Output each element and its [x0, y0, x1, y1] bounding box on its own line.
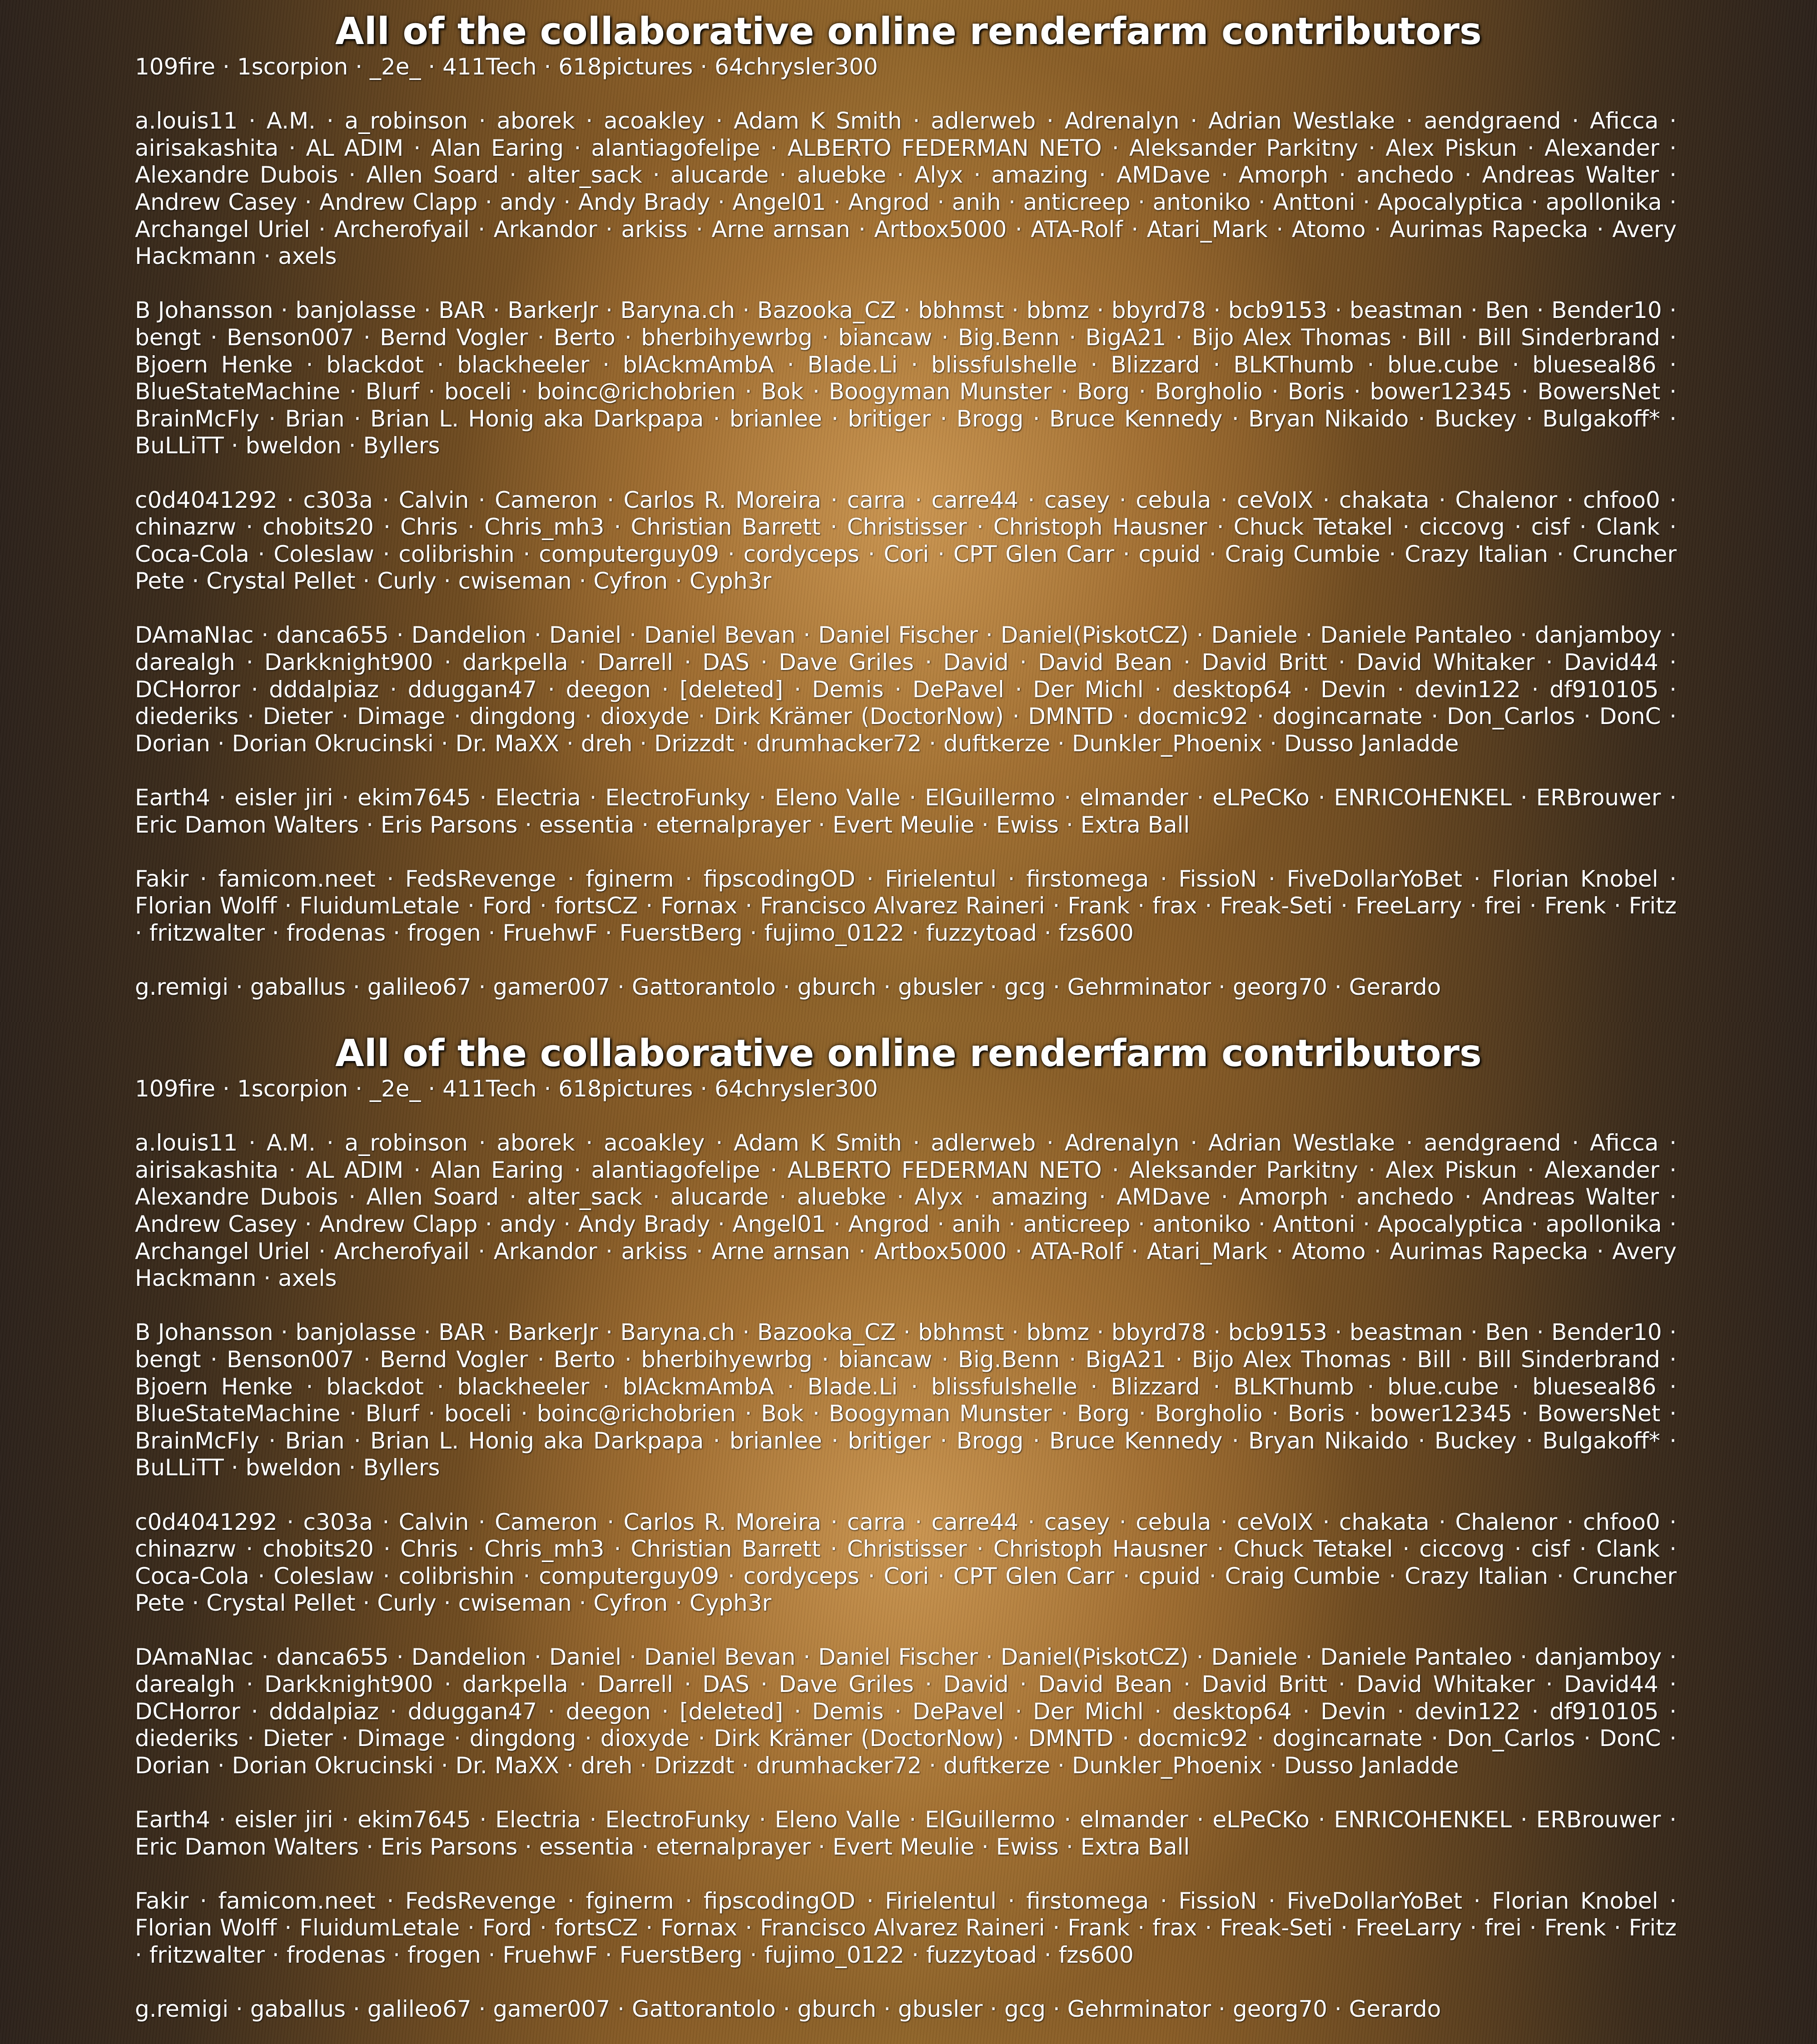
page-title: All of the collaborative online renderfarm contributors	[0, 8, 1817, 55]
contributor-group-g: g.remigi · gaballus · galileo67 · gamer007 · Gattorantolo · gburch · gbusler · gcg · Gehrminator · georg70 · Gerardo	[135, 1996, 1677, 2023]
contributor-group-f: Fakir · famicom.neet · FedsRevenge · fginerm · fipscodingOD · Firielentul · firstomega · FissioN · FiveDollarYoBet · Florian Knobel · Florian Wolff · FluidumLetale · Ford · fortsCZ · Fornax · Francisco Alvarez Raineri · Frank · frax · Freak-Seti · FreeLarry · frei · Frenk · Fritz · fritzwalter · frodenas · frogen · FruehwF · FuerstBerg · fujimo_0122 · fuzzytoad · fzs600	[135, 1888, 1677, 1969]
contributor-group-d: DAmaNIac · danca655 · Dandelion · Daniel · Daniel Bevan · Daniel Fischer · Daniel(PiskotCZ) · Daniele · Daniele Pantaleo · danjamboy · darealgh · Darkknight900 · darkpella · Darrell · DAS · Dave Griles · David · David Bean · David Britt · David Whitaker · David44 · DCHorror · dddalpiaz · dduggan47 · deegon · [deleted] · Demis · DePavel · Der Michl · desktop64 · Devin · devin122 · df910105 · diederiks · Dieter · Dimage · dingdong · dioxyde · Dirk Krämer (DoctorNow) · DMNTD · docmic92 · dogincarnate · Don_Carlos · DonC · Dorian · Dorian Okrucinski · Dr. MaXX · dreh · Drizzdt · drumhacker72 · duftkerze · Dunkler_Phoenix · Dusso Janladde	[135, 622, 1677, 757]
contributor-group-d: DAmaNIac · danca655 · Dandelion · Daniel · Daniel Bevan · Daniel Fischer · Daniel(PiskotCZ) · Daniele · Daniele Pantaleo · danjamboy · darealgh · Darkknight900 · darkpella · Darrell · DAS · Dave Griles · David · David Bean · David Britt · David Whitaker · David44 · DCHorror · dddalpiaz · dduggan47 · deegon · [deleted] · Demis · DePavel · Der Michl · desktop64 · Devin · devin122 · df910105 · diederiks · Dieter · Dimage · dingdong · dioxyde · Dirk Krämer (DoctorNow) · DMNTD · docmic92 · dogincarnate · Don_Carlos · DonC · Dorian · Dorian Okrucinski · Dr. MaXX · dreh · Drizzdt · drumhacker72 · duftkerze · Dunkler_Phoenix · Dusso Janladde	[135, 1644, 1677, 1779]
contributor-group-g: g.remigi · gaballus · galileo67 · gamer007 · Gattorantolo · gburch · gbusler · gcg · Gehrminator · georg70 · Gerardo	[135, 974, 1677, 1001]
contributor-group-c: c0d4041292 · c303a · Calvin · Cameron · Carlos R. Moreira · carra · carre44 · casey · cebula · ceVoIX · chakata · Chalenor · chfoo0 · chinazrw · chobits20 · Chris · Chris_mh3 · Christian Barrett · Christisser · Christoph Hausner · Chuck Tetakel · ciccovg · cisf · Clank · Coca-Cola · Coleslaw · colibrishin · computerguy09 · cordyceps · Cori · CPT Glen Carr · cpuid · Craig Cumbie · Crazy Italian · Cruncher Pete · Crystal Pellet · Curly · cwiseman · Cyfron · Cyph3r	[135, 1509, 1677, 1617]
contributor-group-e: Earth4 · eisler jiri · ekim7645 · Electria · ElectroFunky · Eleno Valle · ElGuillermo · elmander · eLPeCKo · ENRICOHENKEL · ERBrouwer · Eric Damon Walters · Eris Parsons · essentia · eternalprayer · Evert Meulie · Ewiss · Extra Ball	[135, 784, 1677, 838]
contributor-group-b: B Johansson · banjolasse · BAR · BarkerJr · Baryna.ch · Bazooka_CZ · bbhmst · bbmz · bbyrd78 · bcb9153 · beastman · Ben · Bender10 · bengt · Benson007 · Bernd Vogler · Berto · bherbihyewrbg · biancaw · Big.Benn · BigA21 · Bijo Alex Thomas · Bill · Bill Sinderbrand · Bjoern Henke · blackdot · blackheeler · blAckmAmbA · Blade.Li · blissfulshelle · Blizzard · BLKThumb · blue.cube · blueseal86 · BlueStateMachine · Blurf · boceli · boinc@richobrien · Bok · Boogyman Munster · Borg · Borgholio · Boris · bower12345 · BowersNet · BrainMcFly · Brian · Brian L. Honig aka Darkpapa · brianlee · britiger · Brogg · Bruce Kennedy · Bryan Nikaido · Buckey · Bulgakoff* · BuLLiTT · bweldon · Byllers	[135, 297, 1677, 460]
contributor-group-numeric: 109fire · 1scorpion · _2e_ · 411Tech · 618pictures · 64chrysler300	[135, 1076, 1677, 1103]
contributor-group-e: Earth4 · eisler jiri · ekim7645 · Electria · ElectroFunky · Eleno Valle · ElGuillermo · elmander · eLPeCKo · ENRICOHENKEL · ERBrouwer · Eric Damon Walters · Eris Parsons · essentia · eternalprayer · Evert Meulie · Ewiss · Extra Ball	[135, 1806, 1677, 1860]
contributor-group-a: a.louis11 · A.M. · a_robinson · aborek · acoakley · Adam K Smith · adlerweb · Adrenalyn · Adrian Westlake · aendgraend · Aficca · airisakashita · AL ADIM · Alan Earing · alantiagofelipe · ALBERTO FEDERMAN NETO · Aleksander Parkitny · Alex Piskun · Alexander · Alexandre Dubois · Allen Soard · alter_sack · alucarde · aluebke · Alyx · amazing · AMDave · Amorph · anchedo · Andreas Walter · Andrew Casey · Andrew Clapp · andy · Andy Brady · Angel01 · Angrod · anih · anticreep · antoniko · Anttoni · Apocalyptica · apollonika · Archangel Uriel · Archerofyail · Arkandor · arkiss · Arne arnsan · Artbox5000 · ATA-Rolf · Atari_Mark · Atomo · Aurimas Rapecka · Avery Hackmann · axels	[135, 1130, 1677, 1292]
contributor-group-a: a.louis11 · A.M. · a_robinson · aborek · acoakley · Adam K Smith · adlerweb · Adrenalyn · Adrian Westlake · aendgraend · Aficca · airisakashita · AL ADIM · Alan Earing · alantiagofelipe · ALBERTO FEDERMAN NETO · Aleksander Parkitny · Alex Piskun · Alexander · Alexandre Dubois · Allen Soard · alter_sack · alucarde · aluebke · Alyx · amazing · AMDave · Amorph · anchedo · Andreas Walter · Andrew Casey · Andrew Clapp · andy · Andy Brady · Angel01 · Angrod · anih · anticreep · antoniko · Anttoni · Apocalyptica · apollonika · Archangel Uriel · Archerofyail · Arkandor · arkiss · Arne arnsan · Artbox5000 · ATA-Rolf · Atari_Mark · Atomo · Aurimas Rapecka · Avery Hackmann · axels	[135, 108, 1677, 270]
contributor-group-c: c0d4041292 · c303a · Calvin · Cameron · Carlos R. Moreira · carra · carre44 · casey · cebula · ceVoIX · chakata · Chalenor · chfoo0 · chinazrw · chobits20 · Chris · Chris_mh3 · Christian Barrett · Christisser · Christoph Hausner · Chuck Tetakel · ciccovg · cisf · Clank · Coca-Cola · Coleslaw · colibrishin · computerguy09 · cordyceps · Cori · CPT Glen Carr · cpuid · Craig Cumbie · Crazy Italian · Cruncher Pete · Crystal Pellet · Curly · cwiseman · Cyfron · Cyph3r	[135, 487, 1677, 595]
page-title-repeat: All of the collaborative online renderfarm contributors	[0, 1030, 1817, 1077]
contributor-group-f: Fakir · famicom.neet · FedsRevenge · fginerm · fipscodingOD · Firielentul · firstomega · FissioN · FiveDollarYoBet · Florian Knobel · Florian Wolff · FluidumLetale · Ford · fortsCZ · Fornax · Francisco Alvarez Raineri · Frank · frax · Freak-Seti · FreeLarry · frei · Frenk · Fritz · fritzwalter · frodenas · frogen · FruehwF · FuerstBerg · fujimo_0122 · fuzzytoad · fzs600	[135, 866, 1677, 947]
contributor-group-b: B Johansson · banjolasse · BAR · BarkerJr · Baryna.ch · Bazooka_CZ · bbhmst · bbmz · bbyrd78 · bcb9153 · beastman · Ben · Bender10 · bengt · Benson007 · Bernd Vogler · Berto · bherbihyewrbg · biancaw · Big.Benn · BigA21 · Bijo Alex Thomas · Bill · Bill Sinderbrand · Bjoern Henke · blackdot · blackheeler · blAckmAmbA · Blade.Li · blissfulshelle · Blizzard · BLKThumb · blue.cube · blueseal86 · BlueStateMachine · Blurf · boceli · boinc@richobrien · Bok · Boogyman Munster · Borg · Borgholio · Boris · bower12345 · BowersNet · BrainMcFly · Brian · Brian L. Honig aka Darkpapa · brianlee · britiger · Brogg · Bruce Kennedy · Bryan Nikaido · Buckey · Bulgakoff* · BuLLiTT · bweldon · Byllers	[135, 1319, 1677, 1482]
contributor-group-numeric: 109fire · 1scorpion · _2e_ · 411Tech · 618pictures · 64chrysler300	[135, 54, 1677, 81]
